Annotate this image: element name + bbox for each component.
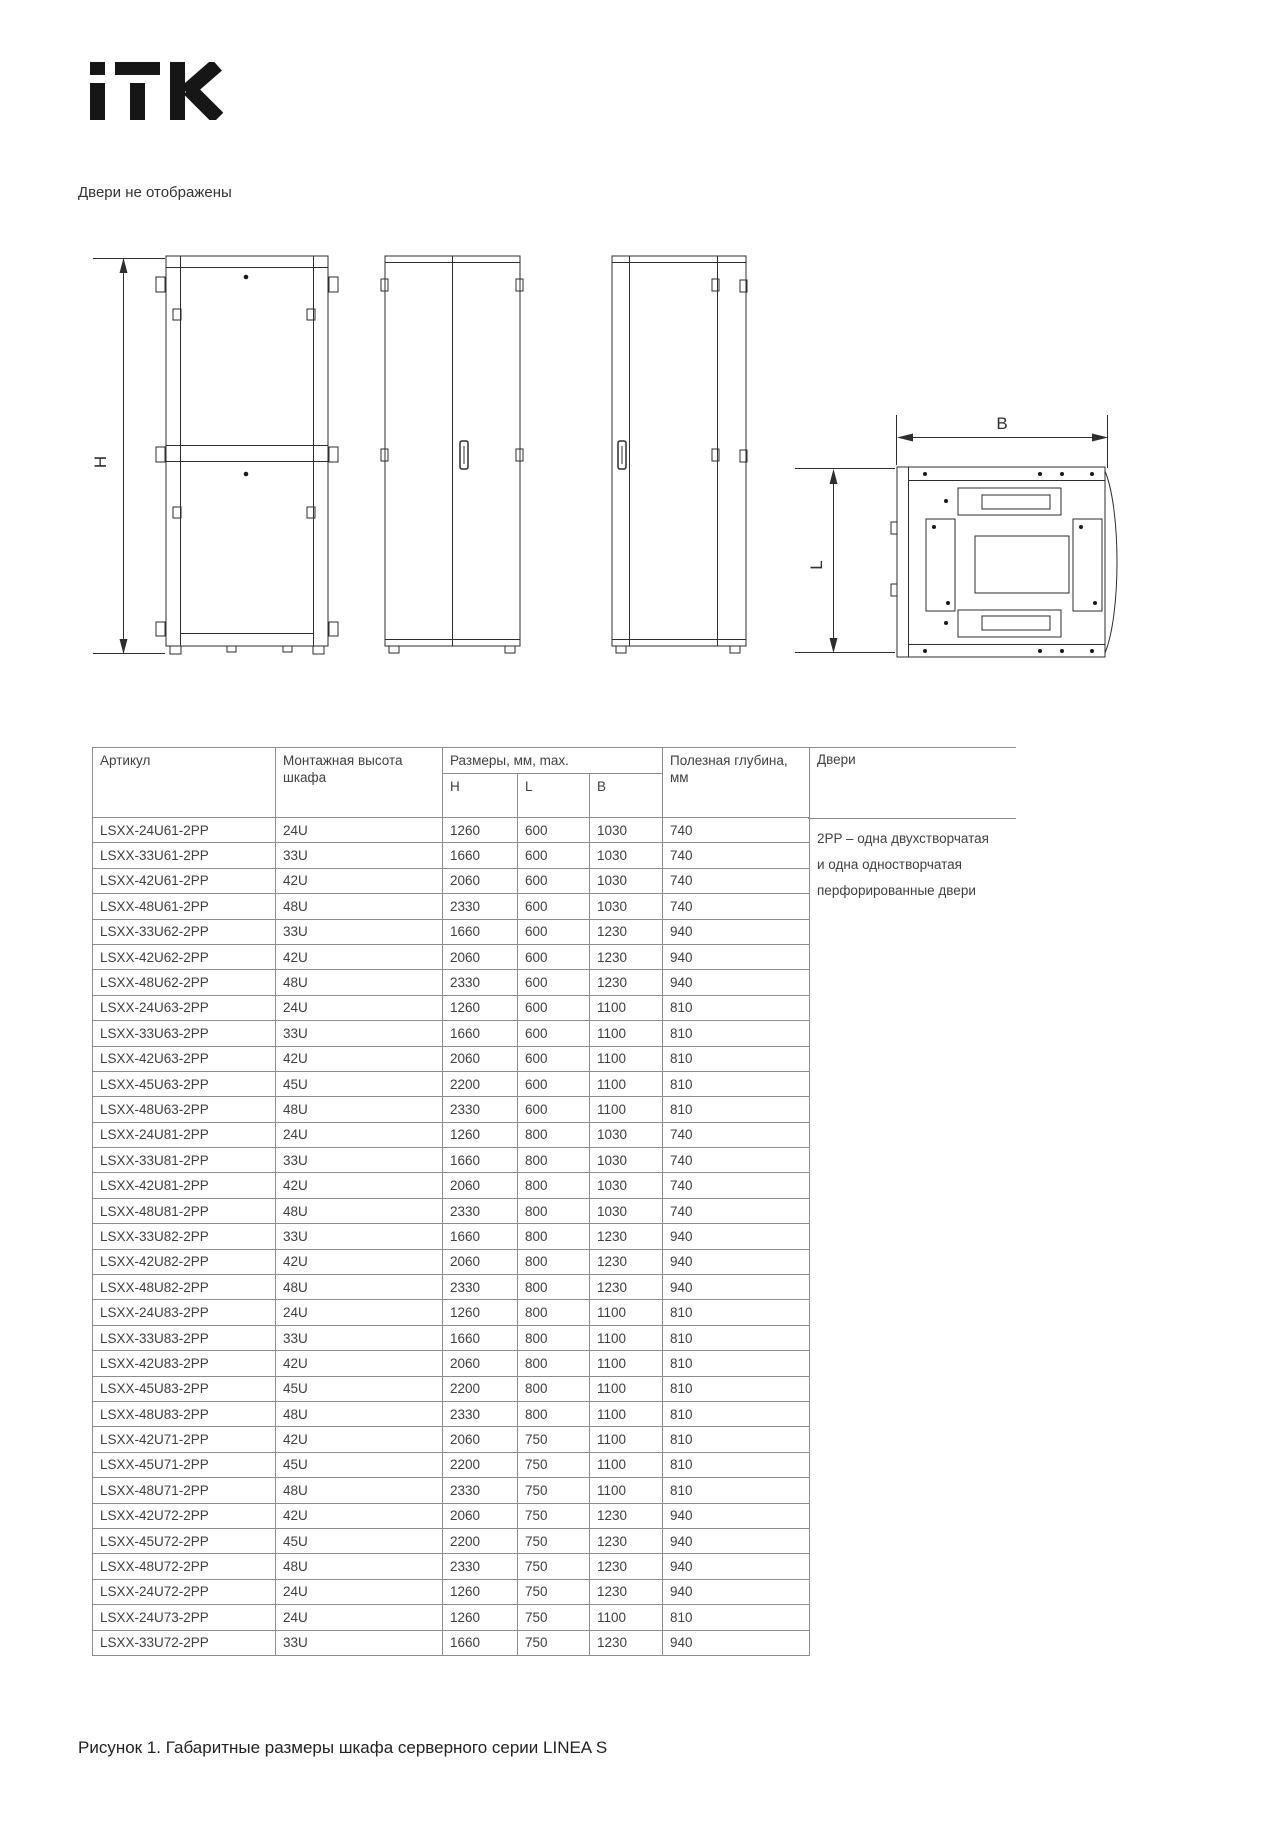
cell-article: LSXX-45U83-2PP xyxy=(93,1376,276,1401)
height-dimension xyxy=(91,258,165,654)
table-row xyxy=(93,1376,810,1401)
cell-mount-height: 33U xyxy=(276,1021,443,1046)
cell-depth: 940 xyxy=(663,1249,810,1274)
doors-column xyxy=(808,747,1016,1658)
cell-l: 600 xyxy=(518,1097,590,1122)
cell-h: 2200 xyxy=(443,1528,518,1553)
cell-b: 1230 xyxy=(590,1249,663,1274)
cell-l: 600 xyxy=(518,944,590,969)
cell-b: 1100 xyxy=(590,1478,663,1503)
itk-logo xyxy=(90,62,223,120)
cell-mount-height: 42U xyxy=(276,868,443,893)
cell-depth: 810 xyxy=(663,1021,810,1046)
cell-article: LSXX-42U62-2PP xyxy=(93,944,276,969)
cell-article: LSXX-33U83-2PP xyxy=(93,1325,276,1350)
cell-l: 800 xyxy=(518,1351,590,1376)
cell-article: LSXX-42U71-2PP xyxy=(93,1427,276,1452)
cell-l: 750 xyxy=(518,1528,590,1553)
table-row xyxy=(93,1173,810,1198)
cell-article: LSXX-42U63-2PP xyxy=(93,1046,276,1071)
cell-h: 2060 xyxy=(443,1249,518,1274)
cell-depth: 940 xyxy=(663,1579,810,1604)
cell-h: 2060 xyxy=(443,1503,518,1528)
cell-article: LSXX-48U82-2PP xyxy=(93,1275,276,1300)
depth-label: L xyxy=(807,560,826,570)
cell-b: 1100 xyxy=(590,1071,663,1096)
cell-mount-height: 33U xyxy=(276,1325,443,1350)
cell-b: 1030 xyxy=(590,894,663,919)
cell-h: 1260 xyxy=(443,818,518,843)
cell-l: 750 xyxy=(518,1605,590,1630)
cell-mount-height: 33U xyxy=(276,1148,443,1173)
cell-h: 2330 xyxy=(443,1198,518,1223)
cell-article: LSXX-48U81-2PP xyxy=(93,1198,276,1223)
cell-article: LSXX-24U73-2PP xyxy=(93,1605,276,1630)
table-row xyxy=(93,1046,810,1071)
cell-l: 800 xyxy=(518,1148,590,1173)
table-row xyxy=(93,919,810,944)
cell-h: 2060 xyxy=(443,1427,518,1452)
cell-mount-height: 24U xyxy=(276,1122,443,1147)
table-row xyxy=(93,1503,810,1528)
table-row xyxy=(93,1452,810,1477)
cell-h: 2060 xyxy=(443,1046,518,1071)
cell-mount-height: 24U xyxy=(276,1300,443,1325)
cell-depth: 940 xyxy=(663,1275,810,1300)
cell-l: 800 xyxy=(518,1122,590,1147)
depth-dimension xyxy=(795,469,895,654)
cell-h: 2200 xyxy=(443,1452,518,1477)
side-view-drawing xyxy=(612,256,747,653)
header-article: Артикул xyxy=(93,748,276,818)
cell-depth: 940 xyxy=(663,1503,810,1528)
logo-letter-k xyxy=(178,62,219,120)
cell-mount-height: 33U xyxy=(276,1630,443,1655)
cell-depth: 810 xyxy=(663,1452,810,1477)
cell-article: LSXX-42U83-2PP xyxy=(93,1351,276,1376)
doors-note-line: перфорированные двери xyxy=(817,883,976,898)
cell-b: 1230 xyxy=(590,970,663,995)
cell-h: 2060 xyxy=(443,1351,518,1376)
table-row xyxy=(93,843,810,868)
doors-not-shown-note: Двери не отображены xyxy=(78,184,232,201)
cell-b: 1230 xyxy=(590,1224,663,1249)
dimensions-table xyxy=(92,747,810,1656)
cell-l: 600 xyxy=(518,868,590,893)
cell-b: 1100 xyxy=(590,1376,663,1401)
cell-depth: 810 xyxy=(663,1071,810,1096)
cell-article: LSXX-45U71-2PP xyxy=(93,1452,276,1477)
table-row xyxy=(93,1630,810,1655)
cell-b: 1230 xyxy=(590,1275,663,1300)
cell-b: 1100 xyxy=(590,1452,663,1477)
cell-mount-height: 42U xyxy=(276,1173,443,1198)
table-row xyxy=(93,1097,810,1122)
cell-l: 750 xyxy=(518,1630,590,1655)
cell-article: LSXX-33U63-2PP xyxy=(93,1021,276,1046)
cell-mount-height: 48U xyxy=(276,1401,443,1426)
cell-depth: 810 xyxy=(663,1605,810,1630)
header-h: H xyxy=(443,774,518,818)
table-row xyxy=(93,1427,810,1452)
table-row xyxy=(93,1401,810,1426)
cell-mount-height: 42U xyxy=(276,1046,443,1071)
cell-article: LSXX-48U61-2PP xyxy=(93,894,276,919)
figure-caption: Рисунок 1. Габаритные размеры шкафа серверного серии LINEA S xyxy=(78,1738,608,1757)
cell-article: LSXX-33U72-2PP xyxy=(93,1630,276,1655)
cell-h: 2330 xyxy=(443,1097,518,1122)
header-l: L xyxy=(518,774,590,818)
cell-mount-height: 48U xyxy=(276,1097,443,1122)
cell-h: 2060 xyxy=(443,944,518,969)
cell-mount-height: 48U xyxy=(276,1554,443,1579)
cell-l: 800 xyxy=(518,1401,590,1426)
cell-mount-height: 24U xyxy=(276,1579,443,1604)
table-row xyxy=(93,818,810,843)
cell-depth: 740 xyxy=(663,1148,810,1173)
cell-depth: 810 xyxy=(663,1300,810,1325)
table-row xyxy=(93,1351,810,1376)
cell-mount-height: 24U xyxy=(276,818,443,843)
cell-l: 600 xyxy=(518,919,590,944)
table-header xyxy=(93,748,810,818)
header-doors: Двери xyxy=(808,748,1016,819)
cell-l: 750 xyxy=(518,1579,590,1604)
header-useful-depth: Полезная глубина, мм xyxy=(663,748,810,818)
cell-b: 1100 xyxy=(590,1325,663,1350)
cell-depth: 740 xyxy=(663,843,810,868)
cell-h: 1660 xyxy=(443,1224,518,1249)
table-row xyxy=(93,1249,810,1274)
cell-depth: 940 xyxy=(663,944,810,969)
cell-h: 1260 xyxy=(443,995,518,1020)
cell-b: 1100 xyxy=(590,1605,663,1630)
cell-depth: 940 xyxy=(663,970,810,995)
cell-article: LSXX-42U61-2PP xyxy=(93,868,276,893)
cell-article: LSXX-33U81-2PP xyxy=(93,1148,276,1173)
cell-mount-height: 42U xyxy=(276,1503,443,1528)
header-b: B xyxy=(590,774,663,818)
cell-l: 800 xyxy=(518,1300,590,1325)
cell-b: 1100 xyxy=(590,995,663,1020)
cell-l: 600 xyxy=(518,970,590,995)
table-row xyxy=(93,1554,810,1579)
table-row xyxy=(93,868,810,893)
cell-l: 750 xyxy=(518,1554,590,1579)
cell-b: 1100 xyxy=(590,1427,663,1452)
table-row xyxy=(93,1300,810,1325)
cell-depth: 740 xyxy=(663,1198,810,1223)
cell-depth: 810 xyxy=(663,1097,810,1122)
table-row xyxy=(93,1148,810,1173)
cell-depth: 940 xyxy=(663,1528,810,1553)
rear-view-drawing xyxy=(381,256,523,653)
cell-depth: 810 xyxy=(663,1376,810,1401)
cell-l: 800 xyxy=(518,1198,590,1223)
cell-h: 1660 xyxy=(443,1148,518,1173)
cell-depth: 940 xyxy=(663,1554,810,1579)
cell-depth: 940 xyxy=(663,919,810,944)
cell-mount-height: 33U xyxy=(276,843,443,868)
cell-depth: 940 xyxy=(663,1630,810,1655)
top-view-drawing xyxy=(891,467,1117,657)
cell-depth: 740 xyxy=(663,1122,810,1147)
cell-b: 1230 xyxy=(590,1579,663,1604)
cell-mount-height: 48U xyxy=(276,1275,443,1300)
cell-article: LSXX-42U81-2PP xyxy=(93,1173,276,1198)
cell-b: 1030 xyxy=(590,843,663,868)
cell-article: LSXX-33U62-2PP xyxy=(93,919,276,944)
cell-l: 600 xyxy=(518,843,590,868)
doors-note xyxy=(808,819,1016,904)
cell-l: 600 xyxy=(518,894,590,919)
cell-article: LSXX-48U63-2PP xyxy=(93,1097,276,1122)
cell-h: 2060 xyxy=(443,1173,518,1198)
cell-depth: 810 xyxy=(663,995,810,1020)
height-label: H xyxy=(91,455,110,469)
cell-depth: 740 xyxy=(663,1173,810,1198)
cell-h: 1660 xyxy=(443,1325,518,1350)
cell-b: 1230 xyxy=(590,1630,663,1655)
cell-h: 1260 xyxy=(443,1579,518,1604)
cell-l: 800 xyxy=(518,1224,590,1249)
table-row xyxy=(93,1198,810,1223)
cell-article: LSXX-45U63-2PP xyxy=(93,1071,276,1096)
cell-depth: 810 xyxy=(663,1351,810,1376)
cell-l: 750 xyxy=(518,1452,590,1477)
cell-article: LSXX-24U61-2PP xyxy=(93,818,276,843)
cell-mount-height: 48U xyxy=(276,970,443,995)
table-body xyxy=(93,818,810,1656)
table-row xyxy=(93,995,810,1020)
cell-mount-height: 42U xyxy=(276,944,443,969)
cell-l: 800 xyxy=(518,1275,590,1300)
cell-b: 1230 xyxy=(590,1554,663,1579)
cell-l: 600 xyxy=(518,818,590,843)
cell-depth: 740 xyxy=(663,894,810,919)
table-row xyxy=(93,894,810,919)
cell-article: LSXX-42U72-2PP xyxy=(93,1503,276,1528)
cell-h: 2330 xyxy=(443,894,518,919)
table-row xyxy=(93,1579,810,1604)
cell-b: 1030 xyxy=(590,1148,663,1173)
cell-mount-height: 45U xyxy=(276,1452,443,1477)
cell-h: 2200 xyxy=(443,1071,518,1096)
cell-article: LSXX-24U63-2PP xyxy=(93,995,276,1020)
cell-h: 1660 xyxy=(443,919,518,944)
cell-b: 1230 xyxy=(590,944,663,969)
cell-article: LSXX-42U82-2PP xyxy=(93,1249,276,1274)
width-dimension xyxy=(897,414,1109,468)
cell-article: LSXX-33U61-2PP xyxy=(93,843,276,868)
cell-l: 750 xyxy=(518,1478,590,1503)
cell-b: 1100 xyxy=(590,1097,663,1122)
cell-article: LSXX-24U83-2PP xyxy=(93,1300,276,1325)
cell-article: LSXX-24U72-2PP xyxy=(93,1579,276,1604)
cell-mount-height: 48U xyxy=(276,1478,443,1503)
cell-depth: 810 xyxy=(663,1401,810,1426)
cell-b: 1230 xyxy=(590,1503,663,1528)
cell-article: LSXX-33U82-2PP xyxy=(93,1224,276,1249)
table-row xyxy=(93,944,810,969)
cell-l: 600 xyxy=(518,1071,590,1096)
cell-b: 1100 xyxy=(590,1021,663,1046)
width-label: B xyxy=(996,414,1008,433)
cell-h: 1660 xyxy=(443,1021,518,1046)
cell-b: 1230 xyxy=(590,1528,663,1553)
header-dimensions: Размеры, мм, max. xyxy=(443,748,663,774)
logo-letters xyxy=(90,62,160,120)
cell-depth: 810 xyxy=(663,1427,810,1452)
cell-l: 800 xyxy=(518,1376,590,1401)
cell-mount-height: 45U xyxy=(276,1528,443,1553)
cell-depth: 740 xyxy=(663,868,810,893)
cell-h: 1260 xyxy=(443,1122,518,1147)
cell-l: 750 xyxy=(518,1427,590,1452)
table-row xyxy=(93,1528,810,1553)
table-row xyxy=(93,970,810,995)
cell-b: 1030 xyxy=(590,1173,663,1198)
cell-article: LSXX-45U72-2PP xyxy=(93,1528,276,1553)
cell-depth: 810 xyxy=(663,1325,810,1350)
table-row xyxy=(93,1224,810,1249)
cell-h: 2330 xyxy=(443,1275,518,1300)
cell-l: 600 xyxy=(518,1046,590,1071)
cell-h: 1660 xyxy=(443,843,518,868)
cell-h: 1260 xyxy=(443,1605,518,1630)
cell-mount-height: 45U xyxy=(276,1071,443,1096)
table-row xyxy=(93,1325,810,1350)
table-row xyxy=(93,1605,810,1630)
cell-mount-height: 24U xyxy=(276,995,443,1020)
cell-depth: 810 xyxy=(663,1478,810,1503)
cell-mount-height: 45U xyxy=(276,1376,443,1401)
cell-l: 800 xyxy=(518,1173,590,1198)
cell-mount-height: 42U xyxy=(276,1249,443,1274)
doors-note-line: 2PP – одна двухстворчатая xyxy=(817,831,989,846)
cell-h: 2060 xyxy=(443,868,518,893)
cell-l: 800 xyxy=(518,1249,590,1274)
cell-mount-height: 48U xyxy=(276,894,443,919)
cell-b: 1030 xyxy=(590,1198,663,1223)
cell-b: 1230 xyxy=(590,919,663,944)
cell-h: 1260 xyxy=(443,1300,518,1325)
cell-l: 600 xyxy=(518,1021,590,1046)
cell-b: 1030 xyxy=(590,1122,663,1147)
cell-h: 1660 xyxy=(443,1630,518,1655)
cell-depth: 810 xyxy=(663,1046,810,1071)
table-row xyxy=(93,1275,810,1300)
cell-b: 1030 xyxy=(590,868,663,893)
table-row xyxy=(93,1021,810,1046)
cell-l: 750 xyxy=(518,1503,590,1528)
table-row xyxy=(93,1478,810,1503)
cell-mount-height: 24U xyxy=(276,1605,443,1630)
cell-article: LSXX-48U83-2PP xyxy=(93,1401,276,1426)
cell-h: 2330 xyxy=(443,1401,518,1426)
doors-note-line: и одна одностворчатая xyxy=(817,857,962,872)
cell-mount-height: 33U xyxy=(276,1224,443,1249)
cell-h: 2330 xyxy=(443,1554,518,1579)
cell-b: 1100 xyxy=(590,1351,663,1376)
table-row xyxy=(93,1122,810,1147)
cell-h: 2330 xyxy=(443,970,518,995)
header-mount-height: Монтажная высота шкафа xyxy=(276,748,443,818)
cell-article: LSXX-48U71-2PP xyxy=(93,1478,276,1503)
cell-mount-height: 48U xyxy=(276,1198,443,1223)
front-view-drawing xyxy=(156,256,338,654)
cell-h: 2330 xyxy=(443,1478,518,1503)
cell-article: LSXX-48U62-2PP xyxy=(93,970,276,995)
cell-article: LSXX-24U81-2PP xyxy=(93,1122,276,1147)
cell-depth: 740 xyxy=(663,818,810,843)
cell-article: LSXX-48U72-2PP xyxy=(93,1554,276,1579)
cell-l: 600 xyxy=(518,995,590,1020)
cell-b: 1100 xyxy=(590,1401,663,1426)
cell-b: 1030 xyxy=(590,818,663,843)
cell-mount-height: 42U xyxy=(276,1427,443,1452)
cell-mount-height: 33U xyxy=(276,919,443,944)
cell-h: 2200 xyxy=(443,1376,518,1401)
cell-b: 1100 xyxy=(590,1046,663,1071)
cell-b: 1100 xyxy=(590,1300,663,1325)
cell-mount-height: 42U xyxy=(276,1351,443,1376)
cell-depth: 940 xyxy=(663,1224,810,1249)
table-row xyxy=(93,1071,810,1096)
cell-l: 800 xyxy=(518,1325,590,1350)
